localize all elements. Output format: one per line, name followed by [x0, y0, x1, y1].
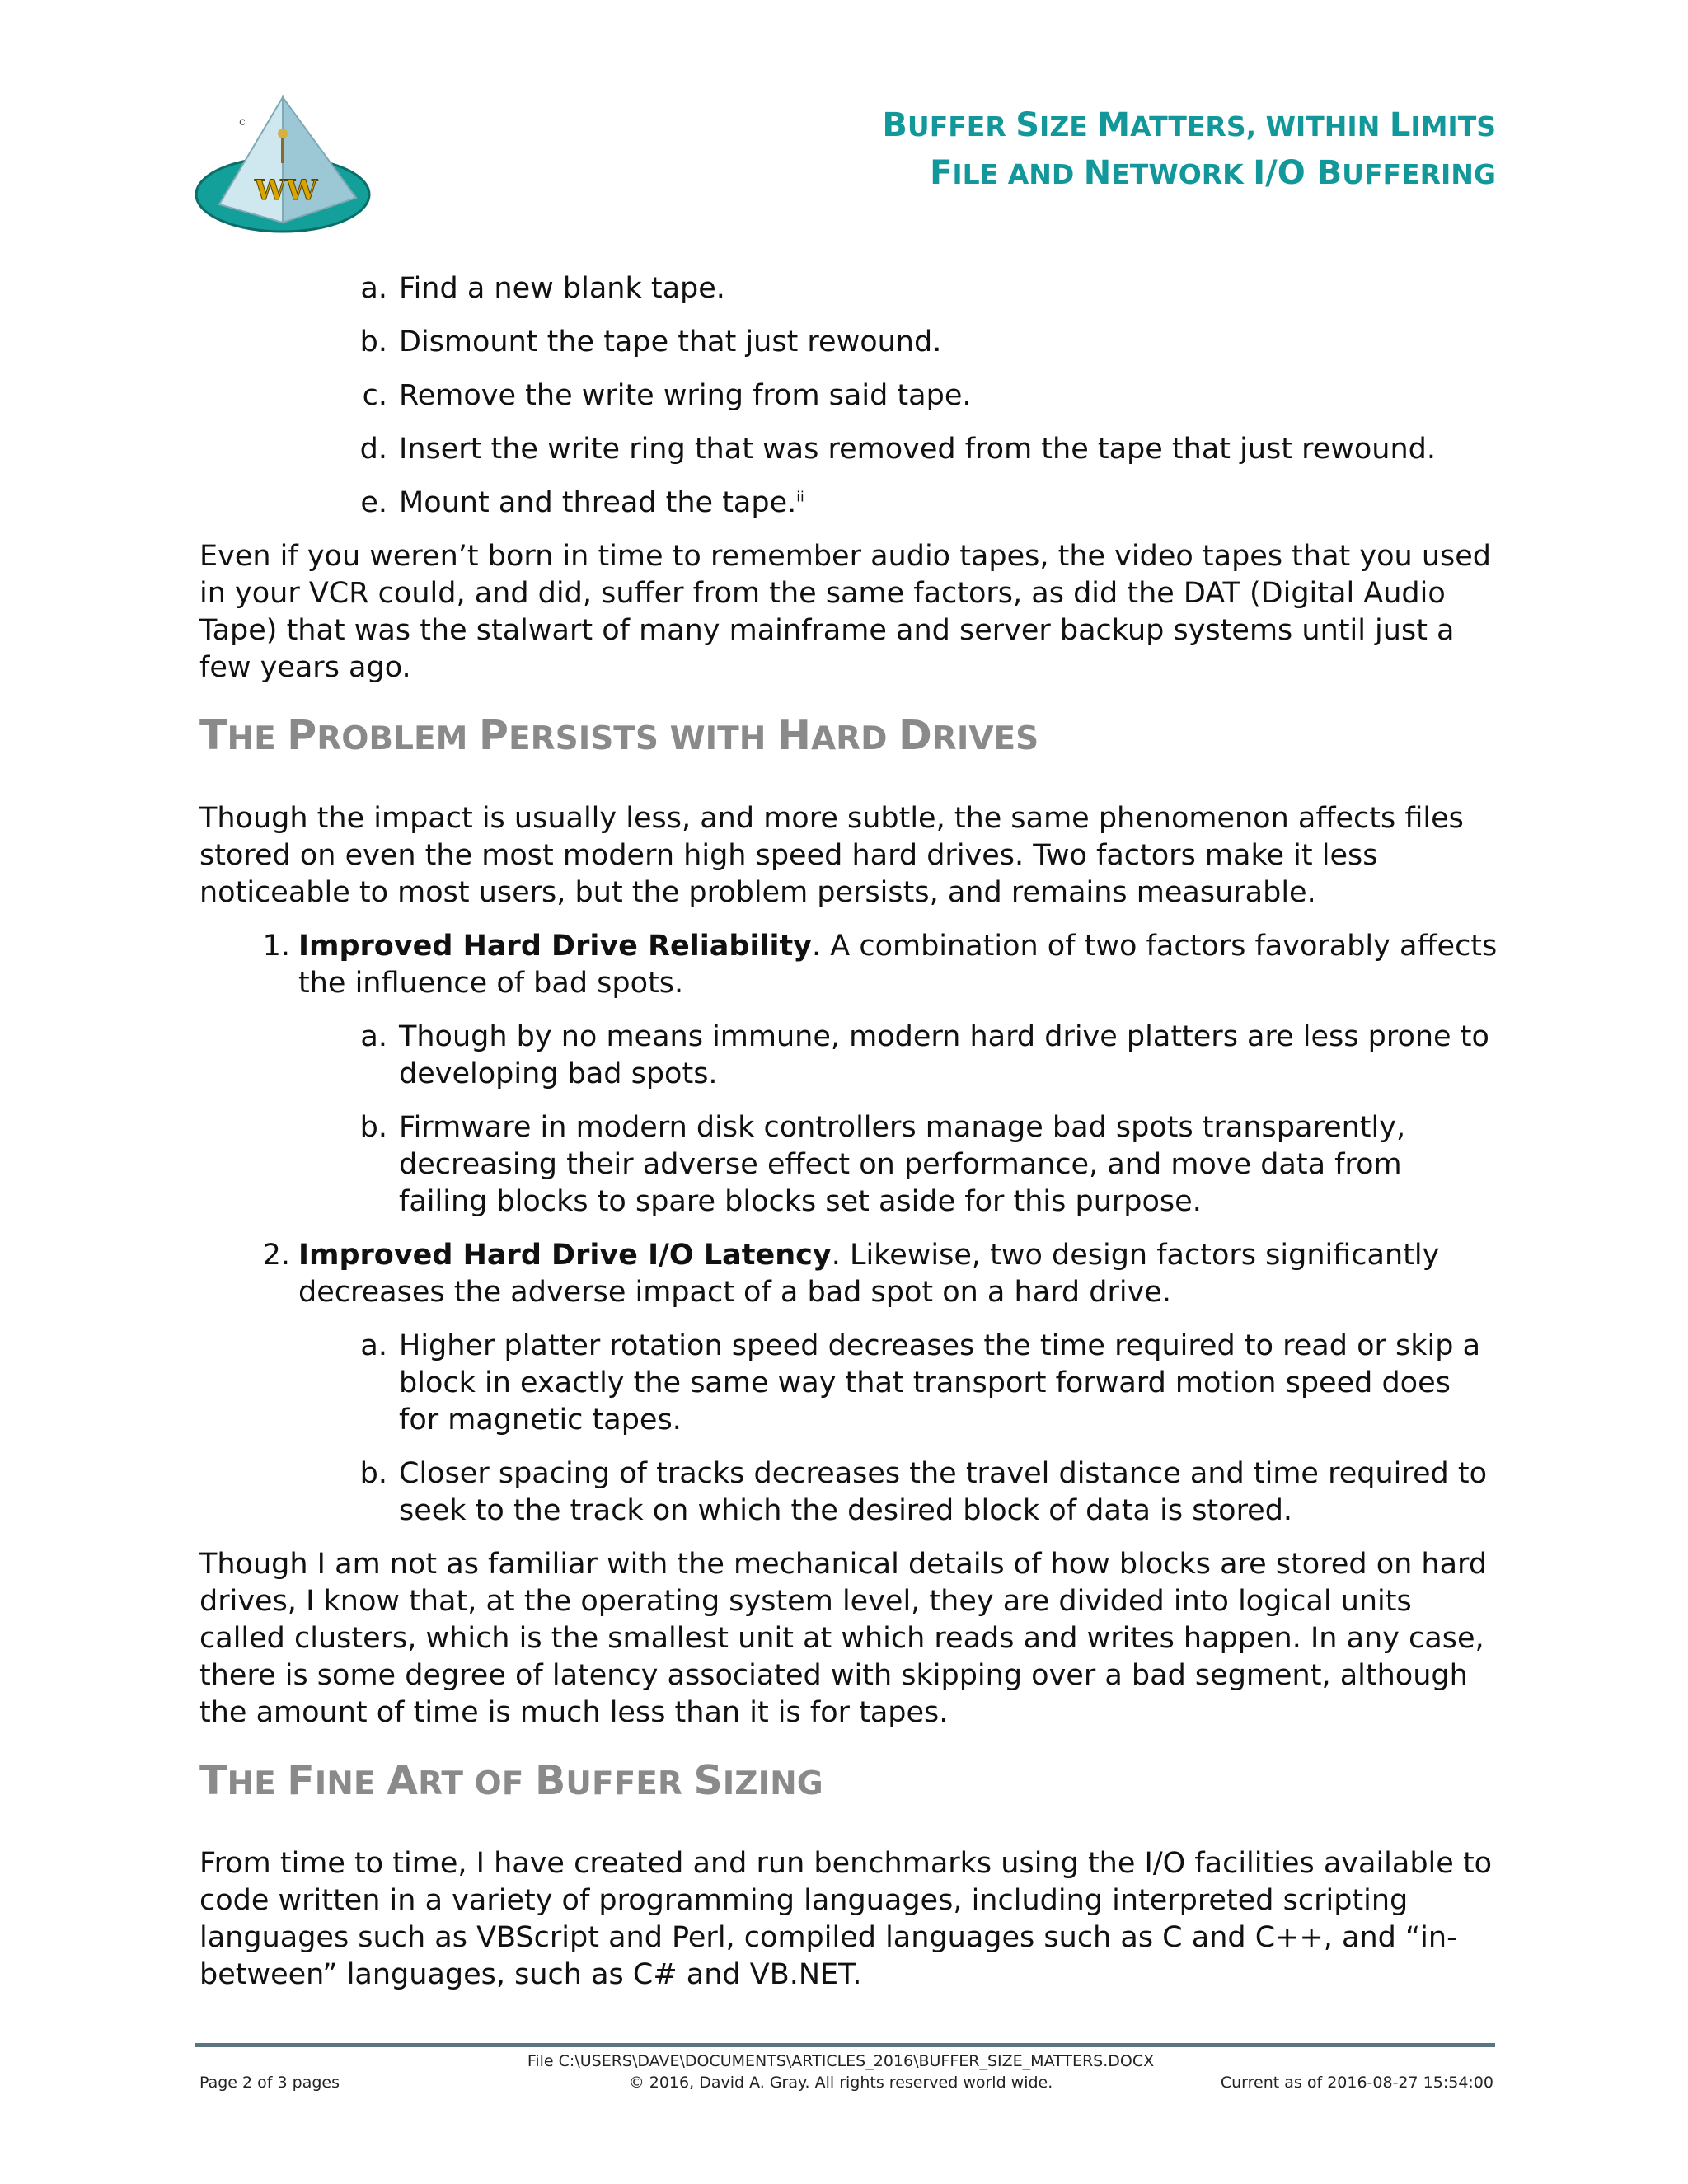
list-marker: b.: [359, 326, 387, 359]
heading-text-segment: UFFER: [907, 110, 1016, 143]
paragraph: Even if you weren’t born in time to remember audio tapes, the video tapes that you used in your VCR could, and did, suffer from the same factors, as did the DAT (Digital Audio Tape) that was the stalwart of many mainframe and server backup systems until just a few years ago.: [199, 540, 1491, 684]
list-item-text: Dismount the tape that just rewound.: [399, 326, 942, 359]
heading-text-segment: I/O B: [1253, 154, 1343, 192]
list-marker: b.: [359, 1457, 387, 1490]
paragraph: Though the impact is usually less, and more subtle, the same phenomenon affects files stored on even the most modern high speed hard drives. Two factors make it less noticeable to most users, but the problem persists, and remains measurable.: [199, 802, 1464, 909]
footer-copyright: © 2016, David A. Gray. All rights reserved world wide.: [628, 2074, 1053, 2092]
paragraph: From time to time, I have created and run benchmarks using the I/O facilities available to code written in a variety of programming languages, including interpreted scripting languages such as VBScript and Perl, compiled languages such as C and C++, and “in-between” languages, such as C# and VB.NET.: [199, 1847, 1493, 1991]
list-marker: 1.: [262, 930, 290, 963]
heading-text-segment: T: [199, 712, 227, 759]
heading-text-segment: T: [199, 1757, 227, 1804]
list-marker: a.: [360, 272, 387, 305]
logo-letters: WW: [255, 174, 318, 207]
company-logo: [191, 92, 374, 234]
heading-text-segment: P: [287, 712, 317, 759]
list-item-text: Remove the write wring from said tape.: [399, 379, 972, 412]
list-marker: e.: [360, 486, 387, 519]
header-title: [882, 102, 1496, 150]
list-marker: d.: [359, 433, 387, 466]
heading-text-segment: S: [1015, 106, 1040, 144]
heading-text-segment: S: [693, 1757, 723, 1804]
list-marker: c.: [362, 379, 387, 412]
list-item-text: . Likewise, two design factors significantly decreases the adverse impact of a bad spot on a hard drive.: [298, 1239, 1440, 1309]
list-marker: a.: [360, 1020, 387, 1053]
list-item-title: Improved Hard Drive I/O Latency: [298, 1239, 832, 1272]
heading-text-segment: P: [479, 712, 509, 759]
endnote-reference[interactable]: ii: [796, 489, 804, 506]
heading-text-segment: H: [776, 712, 811, 759]
heading-text-segment: RT OF: [418, 1765, 535, 1802]
heading-text-segment: UFFER: [565, 1765, 694, 1802]
list-item: [199, 1109, 1498, 1221]
heading-text-segment: ETWORK: [1111, 158, 1254, 190]
list-item: [199, 431, 1498, 468]
list-item-text: Insert the write ring that was removed from the tape that just rewound.: [399, 433, 1437, 466]
heading-text-segment: B: [882, 106, 907, 144]
paragraph: Though I am not as familiar with the mechanical details of how blocks are stored on hard drives, I know that, at the operating system level, they are divided into logical units called clusters, which is the smallest unit at which reads and writes happen. In any case, there is some degree of latency associated with skipping over a bad segment, although the amount of time is much less than it is for tapes.: [199, 1548, 1488, 1729]
section-heading-buffer-sizing: [199, 1756, 1498, 1809]
heading-text-segment: ATTERS, WITHIN: [1130, 110, 1390, 143]
footer-file-path: File C:\USERS\DAVE\DOCUMENTS\ARTICLES_2016\BUFFER_SIZE_MATTERS.DOCX: [527, 2052, 1155, 2070]
list-item-text: . A combination of two factors favorably affects the influence of bad spots.: [298, 930, 1498, 1000]
heading-text-segment: RIVES: [931, 720, 1039, 757]
heading-text-segment: A: [387, 1757, 419, 1804]
list-item: [199, 1328, 1498, 1439]
heading-text-segment: UFFERING: [1342, 158, 1496, 190]
list-marker: a.: [360, 1329, 387, 1362]
factors-list: [199, 928, 1498, 1530]
heading-text-segment: ARD: [810, 720, 899, 757]
heading-text-segment: ILE AND: [952, 158, 1084, 190]
list-item: [199, 928, 1498, 1002]
document-header: [882, 102, 1496, 198]
footer-divider: [195, 2043, 1495, 2047]
heading-text-segment: D: [898, 712, 932, 759]
list-item-text: Mount and thread the tape.: [399, 486, 797, 519]
heading-text-segment: HE: [227, 720, 288, 757]
heading-text-segment: IZING: [722, 1765, 823, 1802]
list-item: [199, 1455, 1498, 1530]
list-item-title: Improved Hard Drive Reliability: [298, 930, 812, 963]
footer-page-number: Page 2 of 3 pages: [199, 2074, 340, 2092]
heading-text-segment: INE: [314, 1765, 387, 1802]
header-subtitle: [882, 150, 1496, 198]
heading-text-segment: IMITS: [1410, 110, 1496, 143]
heading-text-segment: ERSISTS WITH: [508, 720, 777, 757]
heading-text-segment: F: [930, 154, 953, 192]
list-marker: 2.: [262, 1239, 290, 1272]
heading-text-segment: ROBLEM: [316, 720, 480, 757]
list-item-text: Closer spacing of tracks decreases the travel distance and time required to seek to the track on which the desired block of data is stored.: [399, 1457, 1488, 1527]
list-item: [199, 1019, 1498, 1093]
list-item: [199, 270, 1498, 307]
heading-text-segment: M: [1097, 106, 1131, 144]
section-heading-hard-drives: [199, 711, 1498, 764]
tape-steps-list: [199, 270, 1498, 522]
heading-text-segment: F: [287, 1757, 315, 1804]
list-marker: b.: [359, 1111, 387, 1144]
heading-text-segment: IZE: [1039, 110, 1098, 143]
footer-center: [511, 2050, 1170, 2093]
list-item-text: Firmware in modern disk controllers manage bad spots transparently, decreasing their adverse effect on performance, and move data from failing blocks to spare blocks set aside for this purpose.: [399, 1111, 1406, 1218]
list-item-text: Higher platter rotation speed decreases the time required to read or skip a block in exactly the same way that transport forward motion speed does for magnetic tapes.: [399, 1329, 1481, 1436]
heading-text-segment: L: [1389, 106, 1411, 144]
list-item: [199, 324, 1498, 361]
list-item-text: Though by no means immune, modern hard drive platters are less prone to developing bad spots.: [399, 1020, 1489, 1090]
heading-text-segment: N: [1083, 154, 1112, 192]
list-item: [199, 377, 1498, 415]
document-body: [199, 270, 1498, 2010]
heading-text-segment: HE: [227, 1765, 288, 1802]
list-item: [199, 485, 1498, 522]
list-item: [199, 1237, 1498, 1311]
list-item-text: Find a new blank tape.: [399, 272, 725, 305]
heading-text-segment: B: [534, 1757, 566, 1804]
svg-text:c: c: [239, 115, 246, 129]
footer-timestamp: Current as of 2016-08-27 15:54:00: [1220, 2074, 1493, 2092]
